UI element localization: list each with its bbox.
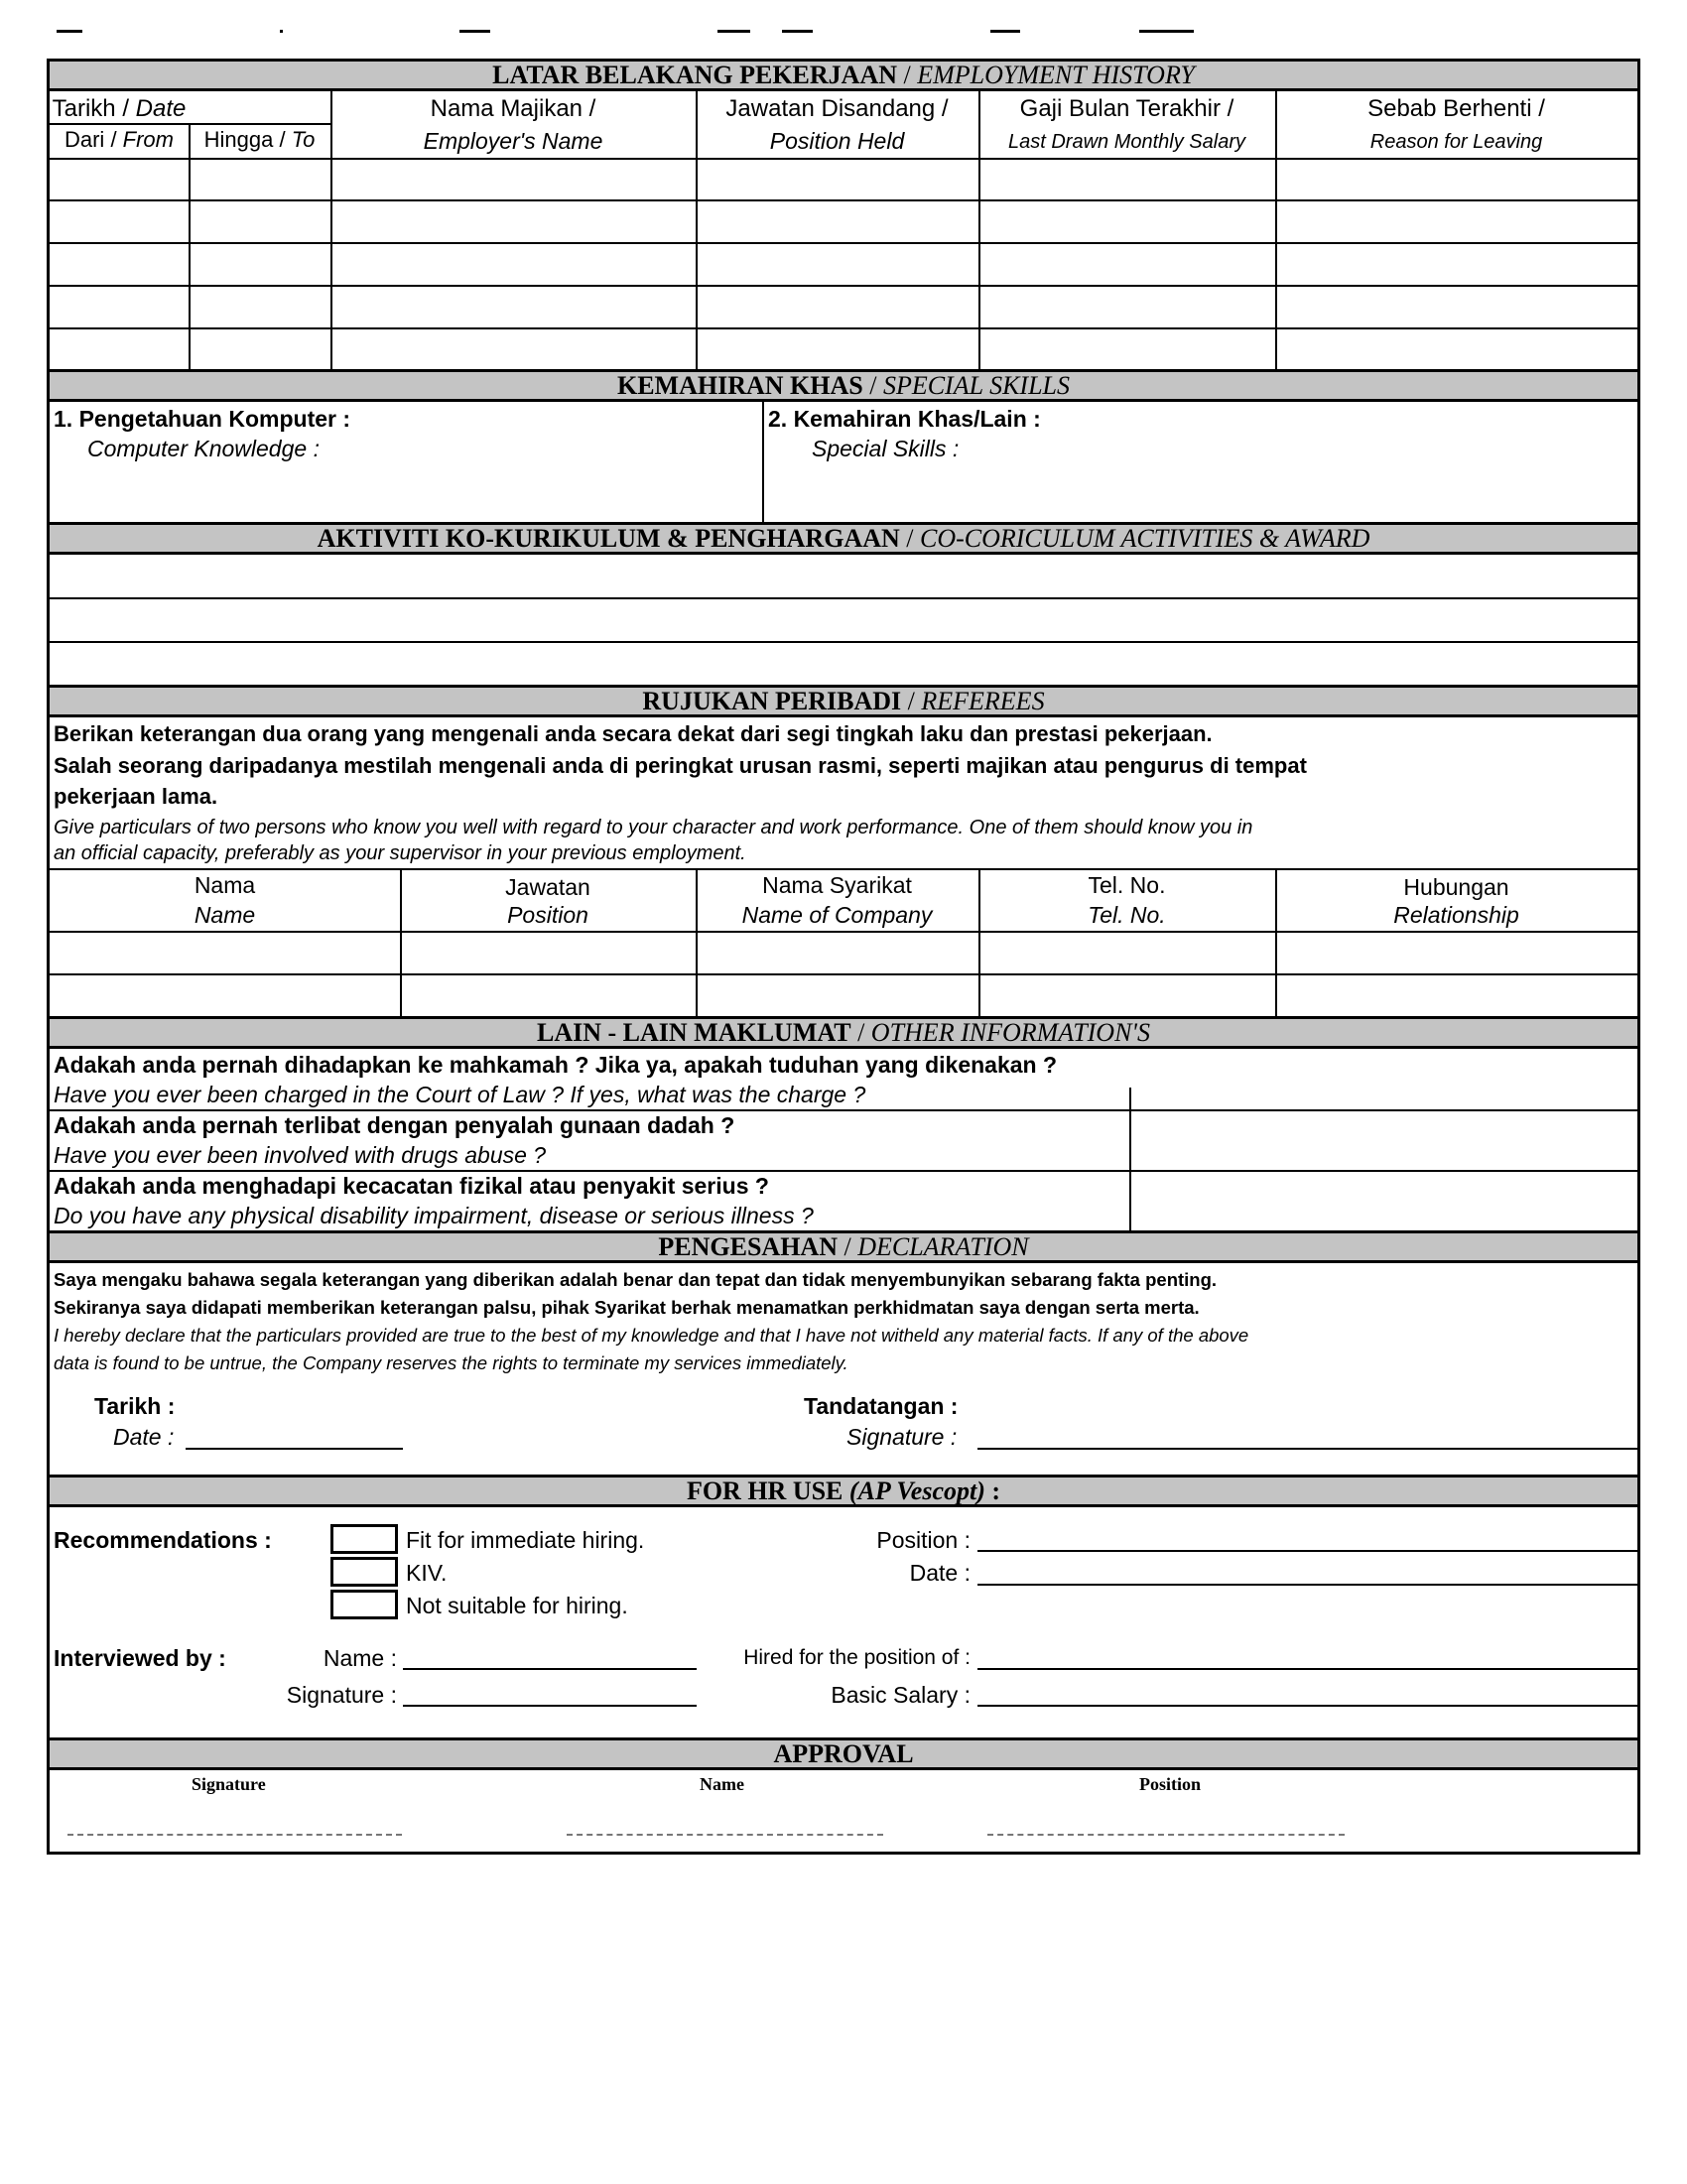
date-column-header: Tarikh / Date bbox=[52, 95, 187, 122]
answer-court[interactable] bbox=[1131, 1088, 1637, 1109]
hr-position-label: Position : bbox=[876, 1527, 971, 1553]
referees-instruction-en-2: an official capacity, preferably as your supervisor in your previous employment. bbox=[54, 842, 746, 864]
referee-col-relationship: Hubungan bbox=[1403, 874, 1509, 900]
page-top-marks bbox=[0, 0, 1687, 40]
referees-title: RUJUKAN PERIBADI bbox=[642, 687, 902, 715]
section-header-other-info: LAIN - LAIN MAKLUMAT / OTHER INFORMATION'S bbox=[50, 1016, 1637, 1049]
recommendations-label: Recommendations : bbox=[54, 1527, 272, 1553]
hr-position-field[interactable] bbox=[977, 1550, 1637, 1552]
approval-position-line[interactable] bbox=[987, 1834, 1345, 1836]
declaration-line-en-2: data is found to be untrue, the Company reserves the rights to terminate my services immediately. bbox=[54, 1352, 848, 1373]
question-drugs-en: Have you ever been involved with drugs abuse ? bbox=[54, 1142, 547, 1168]
section-header-referees: RUJUKAN PERIBADI / REFEREES bbox=[50, 685, 1637, 717]
to-column-header: Hingga / To bbox=[203, 127, 316, 152]
application-form bbox=[47, 59, 1640, 1855]
referee-col-tel-en: Tel. No. bbox=[1088, 902, 1166, 928]
question-court-en: Have you ever been charged in the Court of Law ? If yes, what was the charge ? bbox=[54, 1082, 866, 1107]
approval-title: APPROVAL bbox=[773, 1739, 914, 1768]
checkbox-not-suitable[interactable] bbox=[330, 1590, 398, 1619]
position-column-header-en: Position Held bbox=[769, 128, 905, 154]
salary-column-header-en: Last Drawn Monthly Salary bbox=[1008, 131, 1245, 153]
declaration-signature-label: Tandatangan : bbox=[804, 1393, 959, 1419]
option-kiv: KIV. bbox=[406, 1560, 448, 1586]
referees-instruction-3: pekerjaan lama. bbox=[54, 784, 218, 809]
declaration-date-label-en: Date : bbox=[113, 1424, 175, 1450]
employer-column-header: Nama Majikan / bbox=[430, 95, 596, 122]
activities-title: AKTIVITI KO-KURIKULUM & PENGHARGAAN bbox=[317, 524, 900, 553]
declaration-line-en-1: I hereby declare that the particulars provided are true to the best of my knowledge and that I have not witheld any material facts. If any of the above bbox=[54, 1325, 1249, 1346]
checkbox-fit-for-hiring[interactable] bbox=[330, 1524, 398, 1554]
referee-col-position-en: Position bbox=[507, 902, 588, 928]
computer-knowledge-field[interactable] bbox=[50, 463, 762, 521]
reason-column-header-en: Reason for Leaving bbox=[1369, 131, 1543, 153]
answer-disability[interactable] bbox=[1131, 1172, 1637, 1230]
section-header-hr: FOR HR USE (AP Vescopt) : bbox=[50, 1475, 1637, 1507]
section-header-approval bbox=[50, 1737, 1637, 1770]
special-skills-field[interactable] bbox=[764, 463, 1637, 521]
section-header-declaration: PENGESAHAN / DECLARATION bbox=[50, 1230, 1637, 1263]
option-fit-for-hiring: Fit for immediate hiring. bbox=[406, 1527, 645, 1553]
employer-column-header-en: Employer's Name bbox=[423, 128, 603, 154]
section-header-skills: KEMAHIRAN KHAS / SPECIAL SKILLS bbox=[50, 369, 1637, 402]
basic-salary-field[interactable] bbox=[977, 1705, 1637, 1707]
declaration-line-1: Saya mengaku bahawa segala keterangan yang diberikan adalah benar dan tepat dan tidak menyembunyikan sebarang fakta penting. bbox=[54, 1269, 1218, 1290]
option-not-suitable: Not suitable for hiring. bbox=[406, 1593, 628, 1618]
declaration-title-en: DECLARATION bbox=[857, 1232, 1029, 1261]
hr-title-company: (AP Vescopt) bbox=[848, 1477, 985, 1505]
hr-date-field[interactable] bbox=[977, 1584, 1637, 1586]
declaration-signature-field[interactable] bbox=[977, 1448, 1637, 1450]
interviewed-by-label: Interviewed by : bbox=[54, 1645, 226, 1671]
approval-signature-label: Signature bbox=[192, 1774, 266, 1794]
referees-instruction-1: Berikan keterangan dua orang yang mengenali anda secara dekat dari segi tingkah laku dan prestasi pekerjaan. bbox=[54, 721, 1213, 746]
approval-name-line[interactable] bbox=[567, 1834, 883, 1836]
referee-col-company-en: Name of Company bbox=[741, 902, 933, 928]
question-disability: Adakah anda menghadapi kecacatan fizikal atau penyakit serius ? bbox=[54, 1173, 769, 1199]
interviewer-signature-field[interactable] bbox=[403, 1705, 697, 1707]
special-skills-label: 2. Kemahiran Khas/Lain : bbox=[768, 406, 1041, 432]
skills-title-en: SPECIAL SKILLS bbox=[882, 371, 1071, 400]
section-header-employment: LATAR BELAKANG PEKERJAAN / EMPLOYMENT HISTORY bbox=[50, 62, 1637, 91]
salary-column-header: Gaji Bulan Terakhir / bbox=[1019, 95, 1234, 122]
interviewer-name-field[interactable] bbox=[403, 1668, 697, 1670]
hired-position-label: Hired for the position of : bbox=[743, 1646, 971, 1669]
declaration-date-label: Tarikh : bbox=[94, 1393, 176, 1419]
referee-col-tel: Tel. No. bbox=[1088, 872, 1166, 898]
reason-column-header: Sebab Berhenti / bbox=[1367, 95, 1545, 122]
referees-table-body[interactable] bbox=[50, 933, 1637, 1016]
referees-instruction-2: Salah seorang daripadanya mestilah mengenali anda di peringkat urusan rasmi, seperti majikan atau pengurus di tempat bbox=[54, 753, 1307, 778]
declaration-title: PENGESAHAN bbox=[658, 1232, 838, 1261]
section-header-activities: AKTIVITI KO-KURIKULUM & PENGHARGAAN / CO-CORICULUM ACTIVITIES & AWARD bbox=[50, 522, 1637, 555]
answer-drugs[interactable] bbox=[1131, 1111, 1637, 1170]
basic-salary-label: Basic Salary : bbox=[831, 1682, 971, 1708]
question-drugs: Adakah anda pernah terlibat dengan penyalah gunaan dadah ? bbox=[54, 1112, 735, 1138]
question-court: Adakah anda pernah dihadapkan ke mahkamah ? Jika ya, apakah tuduhan yang dikenakan ? bbox=[54, 1052, 1058, 1078]
interviewer-signature-label: Signature : bbox=[286, 1682, 397, 1708]
referee-col-name-en: Name bbox=[194, 902, 256, 928]
checkbox-kiv[interactable] bbox=[330, 1557, 398, 1587]
referee-col-company: Nama Syarikat bbox=[762, 872, 912, 898]
hr-date-label: Date : bbox=[909, 1560, 971, 1586]
hired-position-field[interactable] bbox=[977, 1668, 1637, 1670]
declaration-date-field[interactable] bbox=[186, 1448, 403, 1450]
activities-title-en: CO-CORICULUM ACTIVITIES & AWARD bbox=[920, 524, 1370, 553]
referee-col-name: Nama bbox=[194, 872, 256, 898]
declaration-signature-label-en: Signature : bbox=[846, 1424, 958, 1450]
employment-table-body[interactable] bbox=[50, 160, 1637, 369]
declaration-line-2: Sekiranya saya didapati memberikan keterangan palsu, pihak Syarikat berhak menamatkan perkhidmatan saya dengan serta merta. bbox=[54, 1297, 1200, 1318]
approval-name-label: Name bbox=[700, 1774, 744, 1794]
referees-instruction-en-1: Give particulars of two persons who know you well with regard to your character and work performance. One of them should know you in bbox=[54, 817, 1253, 838]
employment-title: LATAR BELAKANG PEKERJAAN bbox=[492, 61, 898, 89]
hr-title: FOR HR USE bbox=[686, 1477, 844, 1505]
position-column-header: Jawatan Disandang / bbox=[725, 95, 949, 122]
referee-col-relationship-en: Relationship bbox=[1393, 902, 1519, 928]
from-column-header: Dari / From bbox=[64, 127, 174, 152]
other-info-title-en: OTHER INFORMATION'S bbox=[870, 1018, 1150, 1047]
other-info-title: LAIN - LAIN MAKLUMAT bbox=[536, 1018, 851, 1047]
computer-knowledge-label-en: Computer Knowledge : bbox=[87, 436, 320, 461]
computer-knowledge-label: 1. Pengetahuan Komputer : bbox=[54, 406, 351, 432]
referee-col-position: Jawatan bbox=[505, 874, 590, 900]
activities-field[interactable] bbox=[50, 555, 1637, 685]
referees-title-en: REFEREES bbox=[921, 687, 1045, 715]
approval-position-label: Position bbox=[1139, 1774, 1202, 1794]
special-skills-label-en: Special Skills : bbox=[812, 436, 960, 461]
interviewer-name-label: Name : bbox=[323, 1645, 397, 1671]
question-disability-en: Do you have any physical disability impairment, disease or serious illness ? bbox=[54, 1203, 814, 1228]
employment-title-en: EMPLOYMENT HISTORY bbox=[917, 61, 1195, 89]
approval-signature-line[interactable] bbox=[67, 1834, 402, 1836]
skills-title: KEMAHIRAN KHAS bbox=[616, 371, 863, 400]
